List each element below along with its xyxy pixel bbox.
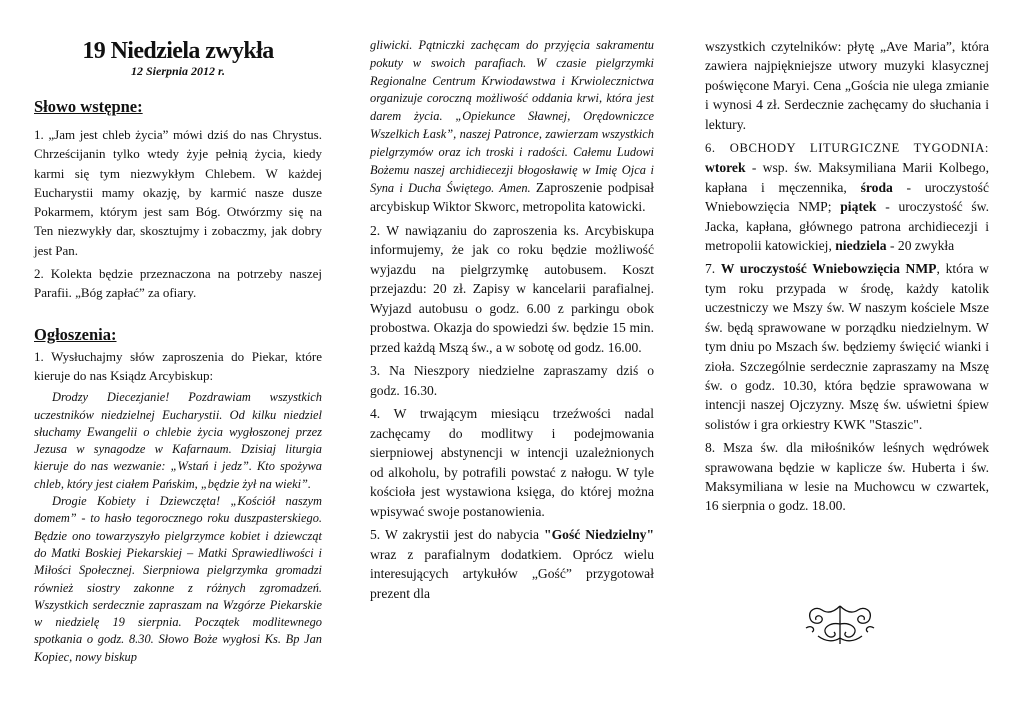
column-1 (34, 28, 322, 666)
column-3 (705, 37, 989, 516)
decorative-flourish-icon (800, 600, 880, 648)
intro-heading: Słowo wstępne: (34, 97, 143, 116)
announcement-7: 7. W uroczystość Wniebowzięcia NMP, która w tym roku przypada w środę, każdy katolik uczestniczy we Mszy św. W naszym kościele Msze św. będą sprawowane w porządku niedzielnym. W tym dniu po Mszach św. będziemy święcić wianki i zioła. Szczególnie serdecznie zapraszamy na Mszę św. o godz. 10.30, która będzie sprawowana w intencji naszej Ojczyzny. Mszę św. uświetni śpiew solistów i gra orkiestry KWK "Staszic". (705, 261, 989, 432)
announcement-3: 3. Na Nieszpory niedzielne zapraszamy dziś o godz. 16.30. (370, 363, 654, 398)
announcement-5-continued: wszystkich czytelników: płytę „Ave Maria”, która zawiera najpiękniejsze utwory muzyki klasycznej poświęcone Maryi. Cena „Gościa nie ulega zmianie i wynosi 4 zł. Serdecznie zachęcamy do słuchania i lektury. (705, 39, 989, 132)
page-title: 19 Niedziela zwykła (82, 38, 274, 64)
announcement-2: 2. W nawiązaniu do zaproszenia ks. Arcybiskupa informujemy, że jak co roku będzie możliwość wyjazdu na pielgrzymkę autobusem. Koszt przejazdu: 20 zł. Zapisy w kancelarii parafialnej. Wyjazd autobusu o godz. 6.00 z parkingu obok probostwa. Okazja do spowiedzi św. będzie 15 min. przed każdą Mszą św., a w sobotę od godz. 16.00. (370, 222, 654, 355)
page-date: 12 Sierpnia 2012 r. (130, 64, 226, 78)
archbishop-letter-part-2: Drogie Kobiety i Dziewczęta! „Kościół naszym domem” - to hasło tegorocznego roku duszpasterskiego. Będzie ono towarzyszyło pielgrzymce kobiet i dziewcząt do Matki Boskiej Piekarskiej – Matki Sprawiedliwości i Miłości Społecznej. Sierpniowa pielgrzymka gromadzi również siostry zakonne z różnych zgromadzeń. Wszystkich serdecznie zapraszam na Wzgórze Piekarskie w niedzielę 19 sierpnia. Początek modlitewnego spotkania o godz. 8.30. Słowo Boże wygłosi Ks. Bp Jan Kopiec, nowy biskup (34, 494, 322, 664)
announcement-1: 1. Wysłuchajmy słów zaproszenia do Piekar, które kieruje do nas Ksiądz Arcybiskup: (34, 348, 322, 383)
column-2 (370, 37, 654, 603)
announcements-heading: Ogłoszenia: (34, 324, 117, 344)
announcement-5: 5. W zakrystii jest do nabycia "Gość Niedzielny" wraz z parafialnym dodatkiem. Oprócz wielu interesujących artykułów „Gość” przygotował prezent dla (370, 527, 654, 601)
intro-paragraph-1: 1. „Jam jest chleb życia” mówi dziś do nas Chrystus. Chrześcijanin tylko wtedy żyje pełnią życia, kiedy karmi się tym niezwykłym Chlebem. W każdej Eucharystii mamy okazję, by karmić nasze dusze Pokarmem, którym jest sam Bóg. Otwórzmy się na Ten niezwykły dar, skosztujmy i zobaczmy, jak dobry jest Pan. (34, 127, 322, 258)
gosc-niedzielny-title: "Gość Niedzielny" (544, 527, 654, 543)
archbishop-letter-part-3: gliwicki. Pątniczki zachęcam do przyjęcia sakramentu pokuty w swoich parafiach. W czasie pielgrzymki Regionalne Centrum Krwiodawstwa i Krwiolecznictwa organizuje coroczną możliwość oddania krwi, która jest darem życia. „Opiekunce Sławnej, Orędowniczce Wszelkich Łask”, naszej Patronce, zawierzam wszystkich pielgrzymów oraz ich troski i radości. Całemu Ludowi Bożemu naszej archidiecezji błogosławię w Imię Ojca i Syna i Ducha Świętego. Amen. Zaproszenie podpisał arcybiskup Wiktor Skworc, metropolita katowicki. (370, 38, 654, 215)
archbishop-letter-part-1: Drodzy Diecezjanie! Pozdrawiam wszystkich uczestników niedzielnej Eucharystii. Od kilku niedziel słuchamy Ewangelii o chlebie życia wygłoszonej przez Jezusa w synagodze w Kafarnaum. Dzisiaj liturgia kieruje do nas wezwanie: „Wstań i jedz”. Kto spożywa chleb, który jest ciałem Pańskim, „będzie żył na wieki”. (34, 390, 322, 491)
announcement-4: 4. W trwającym miesiącu trzeźwości nadal zachęcamy do modlitwy i podejmowania sierpniowej abstynencji w intencji uzależnionych od alkoholu, by potrafili powstać z nałogu. W tyle kościoła jest wystawiona księga, do której można wpisywać swoje postanowienia. (370, 406, 654, 519)
announcement-8: 8. Msza św. dla miłośników leśnych wędrówek sprawowana będzie w kaplicze św. Huberta i św. Maksymiliana w lesie na Muchowcu w czwartek, 16 sierpnia o godz. 18.00. (705, 440, 989, 514)
announcement-1-end: Zaproszenie podpisał arcybiskup Wiktor Skworc, metropolita katowicki. (370, 180, 654, 215)
announcement-6: 6. OBCHODY LITURGICZNE TYGODNIA: wtorek - wsp. św. Maksymiliana Marii Kolbego, kapłana i męczennika, środa - uroczystość Wniebowzięcia NMP; piątek - uroczystość św. Jacka, kapłana, głównego patrona archidiecezji i metropolii katowickiej, niedziela - 20 zwykła (705, 141, 989, 254)
intro-paragraph-2: 2. Kolekta będzie przeznaczona na potrzeby naszej Parafii. „Bóg zapłać” za ofiary. (34, 266, 322, 301)
